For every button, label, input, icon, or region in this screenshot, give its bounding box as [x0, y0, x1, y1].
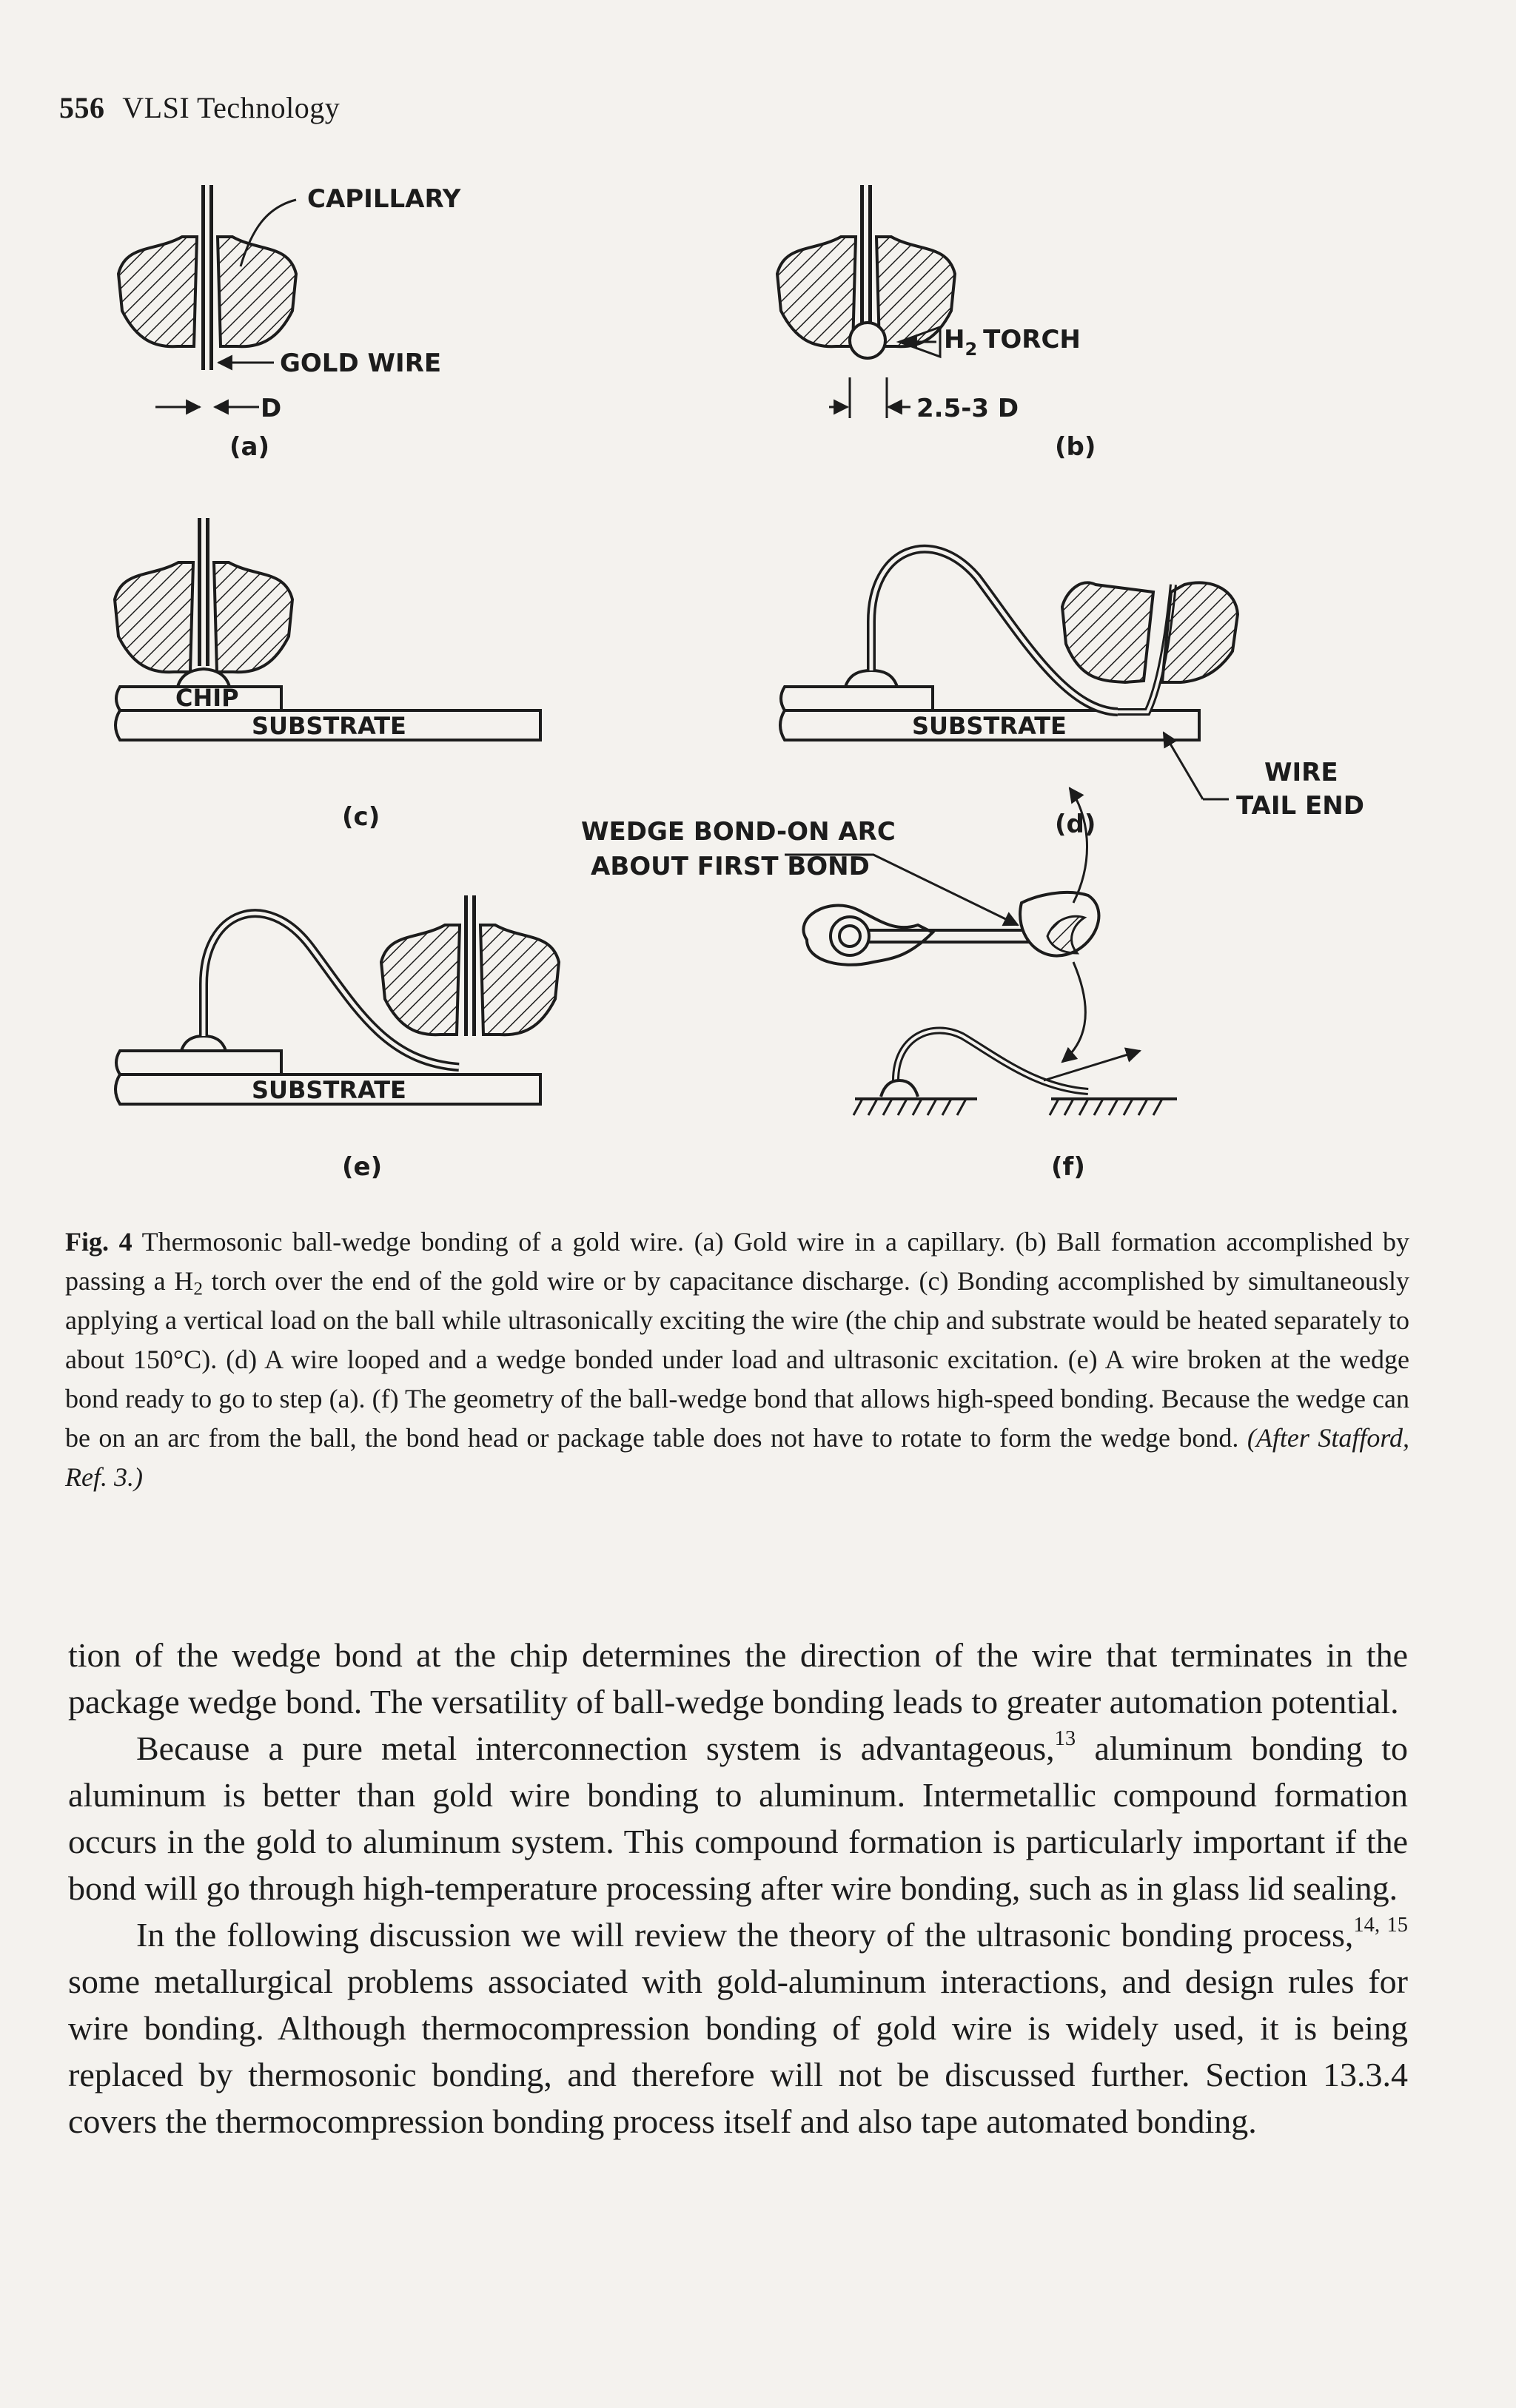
label-substrate-c: SUBSTRATE — [252, 712, 406, 740]
label-wire: WIRE — [1264, 758, 1338, 787]
caption-attribution: (After Stafford, Ref. 3.) — [65, 1423, 1409, 1492]
paragraph-2-text-b: aluminum bonding to aluminum is better than gold wire bonding to aluminum. Intermetallic compound formation occurs in the gold to aluminum system. This compound formation is particularly important if the bond will go through high-temperature processing after wire bonding, such as in glass lid sealing. — [68, 1729, 1409, 1907]
panel-c — [115, 518, 540, 832]
label-ball-size: 2.5-3 D — [916, 394, 1019, 423]
panel-label-c: (c) — [342, 802, 380, 832]
paragraph-2 — [68, 1725, 1408, 1911]
caption-figure-number: Fig. 4 — [65, 1227, 133, 1257]
book-title: VLSI Technology — [122, 91, 341, 124]
bonding-diagram — [59, 163, 1466, 1199]
figure-caption — [65, 1223, 1409, 1497]
label-tail-end: TAIL END — [1236, 791, 1364, 821]
label-substrate-d: SUBSTRATE — [912, 712, 1067, 740]
panel-label-f: (f) — [1051, 1152, 1085, 1182]
label-gold-wire: GOLD WIRE — [280, 349, 442, 378]
panel-label-e: (e) — [342, 1152, 383, 1182]
panel-label-a: (a) — [229, 432, 270, 462]
panel-label-d: (d) — [1055, 810, 1096, 839]
label-substrate-e: SUBSTRATE — [252, 1076, 406, 1104]
caption-subscript: 2 — [193, 1279, 203, 1299]
label-chip: CHIP — [175, 684, 239, 712]
paragraph-3 — [68, 1911, 1408, 2145]
caption-text-part1: Thermosonic ball-wedge bonding of a gold wire. (a) Gold wire in a capillary. (b) Ball formation accomplished by passing a H — [65, 1227, 1410, 1296]
label-d: D — [261, 394, 282, 423]
paragraph-3-text-a: In the following discussion we will review the theory of the ultrasonic bonding process, — [136, 1916, 1354, 1954]
panel-a — [118, 184, 461, 462]
paragraph-3-text-b: some metallurgical problems associated with gold-aluminum interactions, and design rules for wire bonding. Although thermocompression bonding of gold wire is widely used, it is being replaced by thermosonic bonding, and therefore will not be discussed further. Section 13.3.4 covers the thermocompression bonding process itself and also tape automated bonding. — [68, 1963, 1408, 2140]
label-capillary: CAPILLARY — [307, 184, 461, 214]
label-wedge-bond-line2: ABOUT FIRST BOND — [591, 852, 870, 881]
label-h2-torch: $H_2$ TORCH — [944, 325, 1081, 360]
figure-4 — [59, 163, 1466, 1199]
panel-label-b: (b) — [1055, 432, 1096, 462]
reference-14-15: 14, 15 — [1353, 1914, 1408, 1937]
paragraph-1: tion of the wedge bond at the chip determines the direction of the wire that terminates in the package wedge bond. The versatility of ball-wedge bonding leads to greater automation potential. — [68, 1636, 1408, 1721]
paragraph-2-text-a: Because a pure metal interconnection system is advantageous, — [136, 1729, 1055, 1767]
panel-f — [581, 788, 1177, 1182]
panel-e — [115, 895, 559, 1182]
page-number: 556 — [59, 91, 105, 124]
panel-d — [780, 549, 1364, 839]
panel-b — [777, 185, 1096, 462]
running-head — [59, 90, 340, 125]
label-wedge-bond-line1: WEDGE BOND-ON ARC — [581, 817, 896, 847]
body-text — [68, 1632, 1408, 2145]
caption-text-part2: torch over the end of the gold wire or by capacitance discharge. (c) Bonding accomplished by simultaneously applying a vertical load on the ball while ultrasonically exciting the wire (the chip and substrate would be heated separately to about 150°C). (d) A wire looped and a wedge bonded under load and ultrasonic excitation. (e) A wire broken at the wedge bond ready to go to step (a). (f) The geometry of the ball-wedge bond that allows high-speed bonding. Because the wedge can be on an arc from the ball, the bond head or package table does not have to rotate to form the wedge bond. — [65, 1266, 1410, 1453]
reference-13: 13 — [1054, 1727, 1076, 1751]
